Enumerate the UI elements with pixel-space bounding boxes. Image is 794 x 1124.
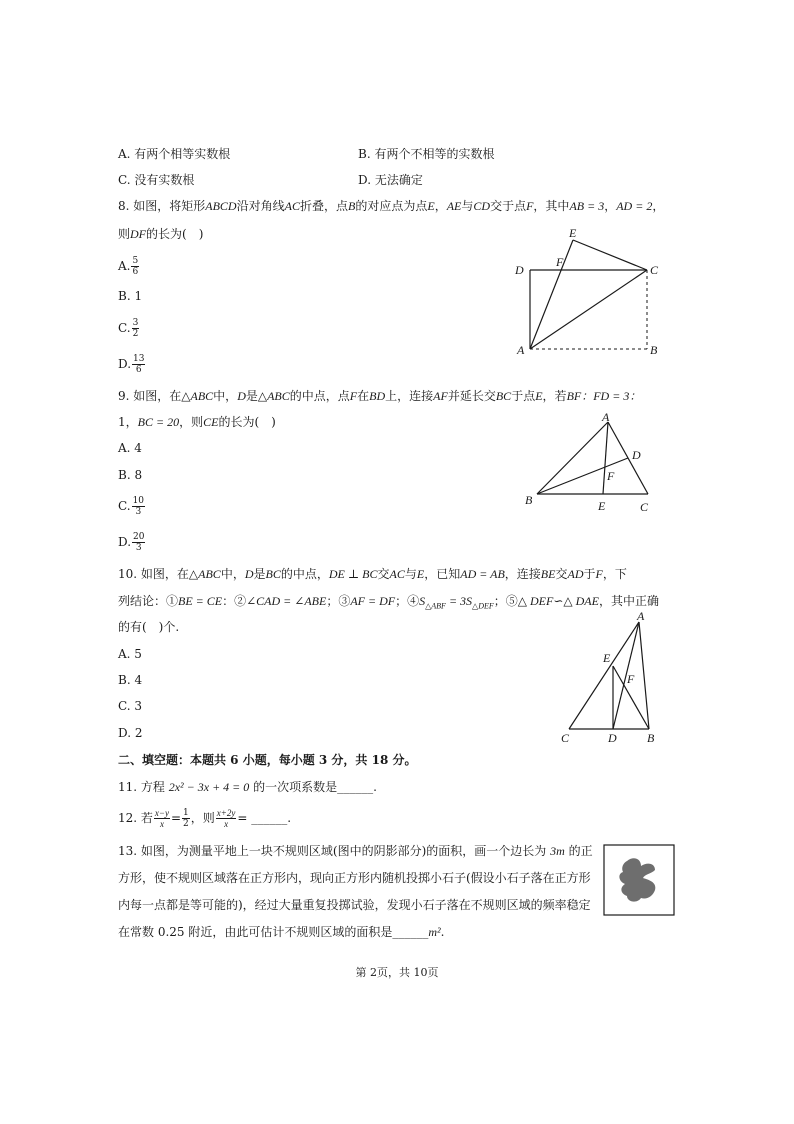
q9-line-ab: [537, 422, 608, 494]
q9-label-e: E: [598, 499, 606, 513]
q13-stem-line2: 方形，使不规则区域落在正方形内，现向正方形内随机投掷小石子(假设小石子落在正方形: [118, 871, 591, 885]
q8-label-e: E: [569, 226, 577, 240]
q10-figure: [555, 610, 670, 745]
q10-option-a: A. 5: [118, 647, 142, 661]
q9-stem-line2: 1，BC = 20，则CE的长为( ): [118, 415, 276, 429]
q9-option-a: A. 4: [118, 441, 142, 455]
q10-option-b: B. 4: [118, 673, 143, 687]
q8-option-d: D. $\frac{13}{6}$: [118, 354, 145, 375]
q10-option-c: C. 3: [118, 699, 143, 713]
q10-label-d: D: [608, 731, 617, 745]
q8-label-a: A: [517, 343, 525, 357]
q13-stem-line3: 内每一点都是等可能的)，经过大量重复投掷试验，发现小石子落在不规则区域的频率稳定: [118, 898, 591, 912]
q10-stem-line2: 列结论：①BE = CE：②∠CAD = ∠ABE；③AF = DF；$④S_{\triangle ABF} = 3S_{\triangle DEF}$；⑤△ DEF∽△ DAE，其中正确: [118, 594, 659, 611]
q9-label-c: C: [640, 500, 649, 514]
q10-label-c: C: [561, 731, 570, 745]
q8-stem-line2: 则DF的长为( ): [118, 227, 204, 241]
q9-option-b: B. 8: [118, 468, 143, 482]
q13-figure: [603, 844, 675, 916]
q10-stem-line1: 10. 如图，在△ABC中，D是BC的中点，DE ⊥ BC交AC与E，已知AD = AB，连接BE交AD于F，下: [118, 567, 627, 581]
q8-line-ae: [530, 240, 573, 349]
q9-stem-line1: 9. 如图，在△ABC中，D是△ABC的中点，点F在BD上，连接AF并延长交BC于点E，若BF：FD = 3：: [118, 389, 642, 403]
q10-label-f: F: [627, 672, 635, 686]
q8-option-c: C. $\frac{3}{2}$: [118, 318, 139, 339]
q8-stem-line1: 8. 如图，将矩形ABCD沿对角线AC折叠，点B的对应点为点E，AE与CD交于点F，其中AB = 3，AD = 2，: [118, 199, 665, 213]
q9-line-bd: [537, 458, 628, 494]
q9-label-f: F: [607, 469, 615, 483]
q8-label-b: B: [650, 343, 658, 357]
q7-option-d: D. 无法确定: [358, 173, 423, 187]
q9-label-a: A: [602, 412, 610, 424]
q9-figure: [520, 412, 660, 517]
page-footer: 第 2页，共 10页: [355, 966, 439, 979]
q10-label-b: B: [647, 731, 655, 745]
q10-option-d: D. 2: [118, 726, 143, 740]
q8-option-a: A. $\frac{5}{6}$: [118, 256, 139, 277]
q13-stem-line1: 13. 如图，为测量平地上一块不规则区域(图中的阴影部分)的面积，画一个边长为 3m 的正: [118, 844, 593, 858]
q8-label-c: C: [650, 263, 659, 277]
q12-stem: 12. 若 $\frac{x-y}{x}$ = $\frac{1}{2}$ ，则 $\frac{x+2y}{x}$ = ______.: [118, 808, 292, 829]
q9-option-d: D. $\frac{20}{3}$: [118, 532, 145, 553]
q7-option-b: B. 有两个不相等的实数根: [358, 147, 495, 161]
q8-figure: [505, 225, 675, 360]
q9-option-c: C. $\frac{10}{3}$: [118, 496, 145, 517]
q10-line-ad: [613, 622, 639, 729]
q8-label-f: F: [556, 255, 564, 269]
q11-stem: 11. 方程 2x² − 3x + 4 = 0 的一次项系数是______.: [118, 780, 377, 794]
q10-label-e: E: [603, 651, 611, 665]
q10-stem-line3: 的有( )个.: [118, 620, 180, 634]
q8-line-ec: [573, 240, 647, 270]
q8-line-ac: [530, 270, 647, 349]
q10-label-a: A: [637, 610, 645, 623]
q8-option-b: B. 1: [118, 289, 143, 303]
q9-label-b: B: [525, 493, 533, 507]
section-2-heading: 二、填空题：本题共 6 小题，每小题 3 分，共 18 分。: [118, 753, 417, 767]
q7-option-c: C. 没有实数根: [118, 173, 195, 187]
q13-stem-line4: 在常数 0.25 附近，由此可估计不规则区域的面积是______m².: [118, 925, 445, 939]
q9-line-ae: [603, 422, 608, 494]
q7-option-a: A. 有两个相等实数根: [118, 147, 231, 161]
q9-label-d: D: [632, 448, 641, 462]
q8-label-d: D: [515, 263, 524, 277]
